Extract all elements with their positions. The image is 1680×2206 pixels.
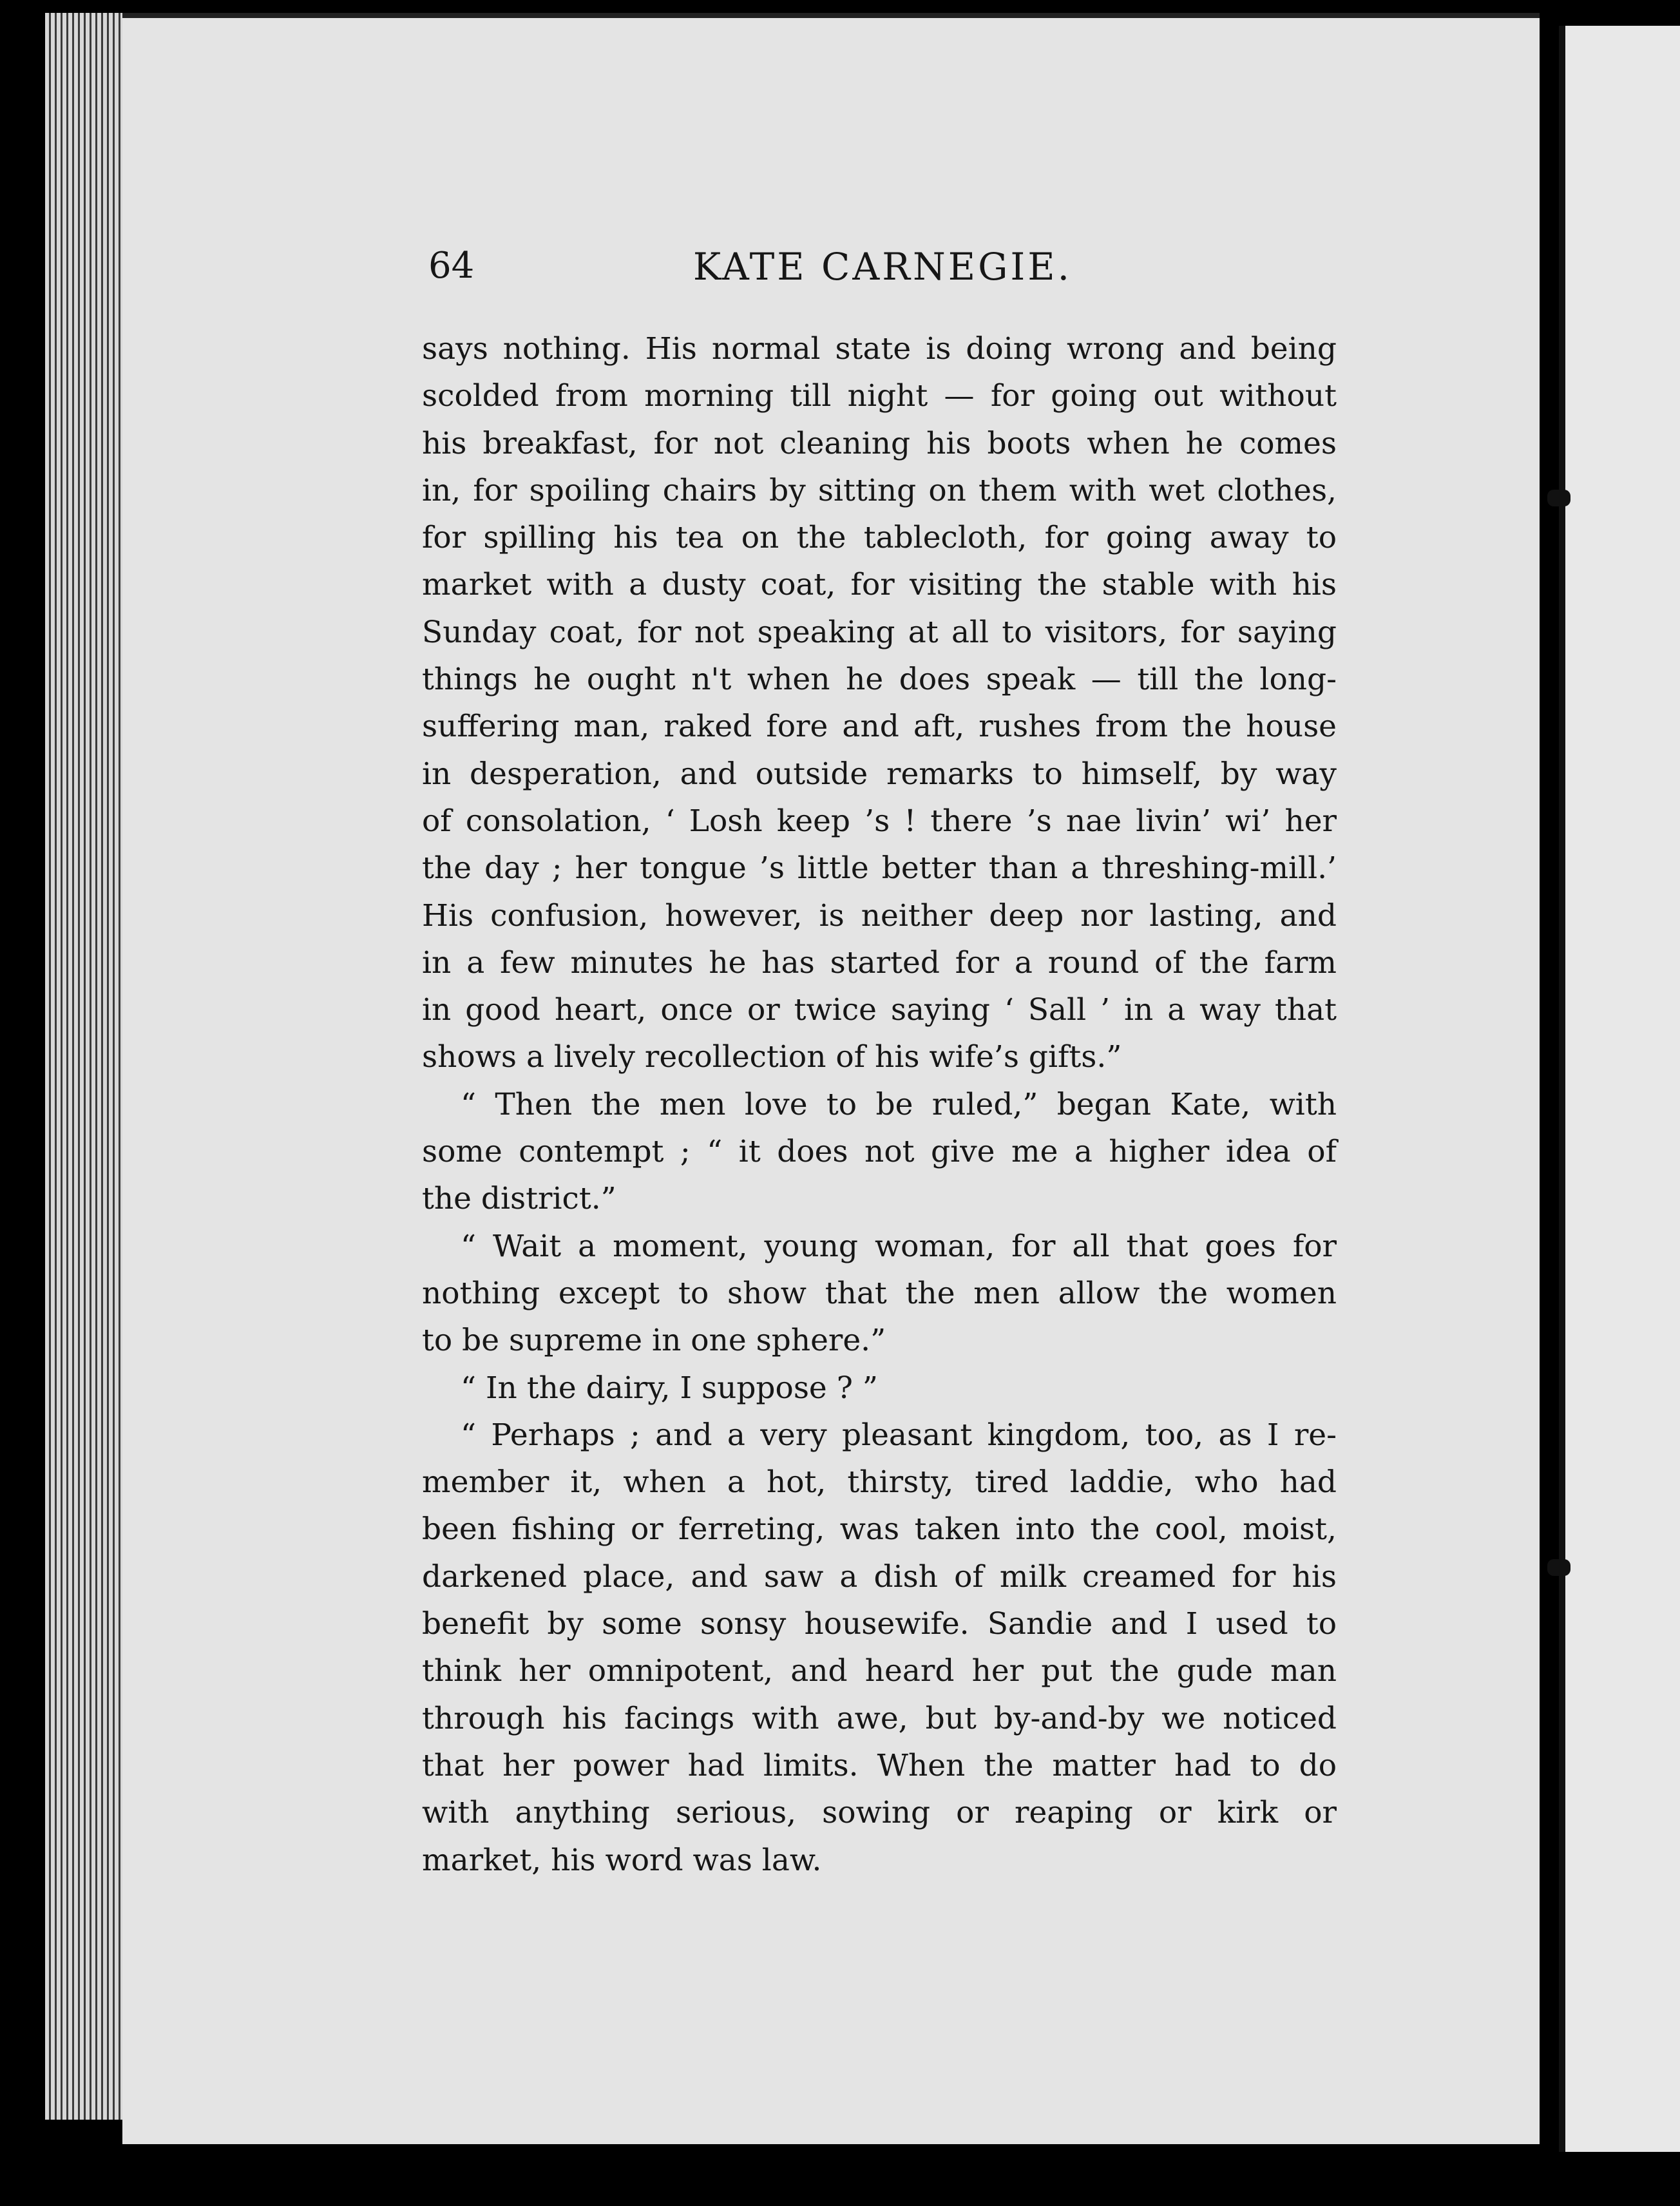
facing-page-edge [1559, 26, 1680, 2152]
text-line: his breakfast, for not cleaning his boots when he comes [422, 425, 1337, 461]
text-line: the district.” [422, 1181, 616, 1217]
page-number: 64 [428, 245, 475, 287]
text-line: “ Then the men love to be ruled,” began Kate, with [461, 1086, 1337, 1122]
text-line: in, for spoiling chairs by sitting on them with wet clothes, [422, 472, 1337, 508]
text-line: scolded from morning till night — for going out without [422, 378, 1337, 414]
text-line: darkened place, and saw a dish of milk creamed for his [422, 1559, 1337, 1595]
text-line: “ Perhaps ; and a very pleasant kingdom, too, as I re- [461, 1417, 1337, 1453]
text-line: with anything serious, sowing or reaping or kirk or [422, 1795, 1337, 1831]
body-text [422, 325, 1337, 1884]
text-line: the day ; her tongue ’s little better than a threshing-mill.’ [422, 850, 1337, 887]
text-line: think her omnipotent, and heard her put the gude man [422, 1653, 1337, 1689]
text-line: in good heart, once or twice saying ‘ Sall ’ in a way that [422, 992, 1337, 1028]
text-line: nothing except to show that the men allow the women [422, 1275, 1337, 1311]
text-line: through his facings with awe, but by-and-by we noticed [422, 1700, 1337, 1736]
text-line: in a few minutes he has started for a round of the farm [422, 945, 1337, 981]
running-head [428, 245, 1337, 303]
text-line: shows a lively recollection of his wife’s gifts.” [422, 1039, 1122, 1075]
text-line: “ In the dairy, I suppose ? ” [461, 1370, 878, 1406]
text-line: says nothing. His normal state is doing wrong and being [422, 331, 1337, 367]
text-line: of consolation, ‘ Losh keep ’s ! there ’s nae livin’ wi’ her [422, 803, 1337, 839]
text-line: member it, when a hot, thirsty, tired laddie, who had [422, 1464, 1337, 1501]
text-line: some contempt ; “ it does not give me a higher idea of [422, 1134, 1337, 1170]
text-line: been fishing or ferreting, was taken into the cool, moist, [422, 1511, 1337, 1548]
binding-thread-knot [1547, 490, 1570, 506]
text-line: “ Wait a moment, young woman, for all that goes for [461, 1228, 1337, 1264]
text-line: to be supreme in one sphere.” [422, 1323, 886, 1359]
text-line: suffering man, raked fore and aft, rushes from the house [422, 709, 1337, 745]
text-line: market with a dusty coat, for visiting the stable with his [422, 567, 1337, 603]
text-line: that her power had limits. When the matter had to do [422, 1747, 1337, 1783]
text-line: for spilling his tea on the tablecloth, for going away to [422, 520, 1337, 556]
binding-thread-knot [1547, 1559, 1570, 1576]
text-line: Sunday coat, for not speaking at all to visitors, for saying [422, 614, 1337, 650]
text-line: market, his word was law. [422, 1842, 822, 1878]
text-line: in desperation, and outside remarks to himself, by way [422, 756, 1337, 792]
book-title: KATE CARNEGIE. [692, 245, 1073, 289]
text-line: things he ought n't when he does speak — till the long- [422, 662, 1337, 698]
text-line: His confusion, however, is neither deep nor lasting, and [422, 897, 1337, 934]
text-line: benefit by some sonsy housewife. Sandie and I used to [422, 1606, 1337, 1642]
